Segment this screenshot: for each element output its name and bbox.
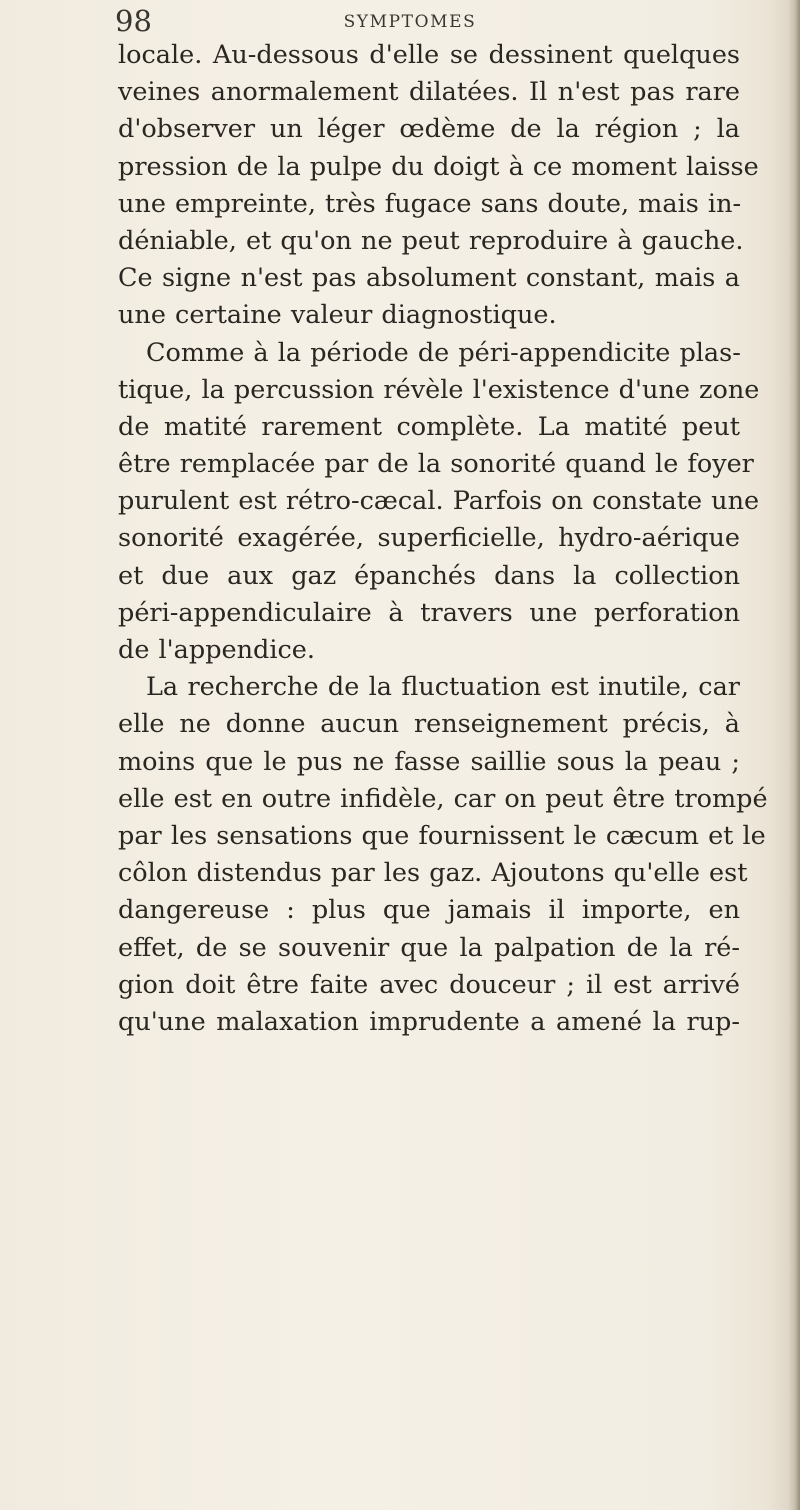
paragraph-start-line: Comme à la période de péri-appendicite plas- <box>146 337 741 368</box>
text-line: et due aux gaz épanchés dans la collection <box>118 560 740 591</box>
text-line: gion doit être faite avec douceur ; il est arrivé <box>118 969 740 1000</box>
text-line: par les sensations que fournissent le cæcum et le <box>118 820 766 851</box>
text-line: sonorité exagérée, superficielle, hydro-aérique <box>118 523 740 554</box>
text-line: dangereuse : plus que jamais il importe, en <box>118 895 740 926</box>
text-line: moins que le pus ne fasse saillie sous la peau ; <box>118 746 740 777</box>
text-line: veines anormalement dilatées. Il n'est pas rare <box>118 77 740 108</box>
text-line: une empreinte, très fugace sans doute, mais in- <box>118 188 742 219</box>
paragraph-start-line: La recherche de la fluctuation est inutile, car <box>146 672 740 703</box>
text-line: péri-appendiculaire à travers une perforation <box>118 597 740 628</box>
text-line: tique, la percussion révèle l'existence d'une zone <box>118 374 760 405</box>
text-line: effet, de se souvenir que la palpation de la ré- <box>118 932 740 963</box>
text-line: de matité rarement complète. La matité peut <box>118 411 740 442</box>
text-line: être remplacée par de la sonorité quand le foyer <box>118 449 754 480</box>
text-line: Ce signe n'est pas absolument constant, mais a <box>118 263 740 294</box>
text-line: une certaine valeur diagnostique. <box>118 300 557 331</box>
text-line: de l'appendice. <box>118 635 316 665</box>
text-line: elle est en outre infidèle, car on peut être trompé <box>118 783 768 814</box>
text-line: côlon distendus par les gaz. Ajoutons qu'elle est <box>118 858 748 889</box>
text-line: locale. Au-dessous d'elle se dessinent quelques <box>118 40 740 70</box>
text-line: purulent est rétro-cæcal. Parfois on constate une <box>118 486 760 517</box>
page-edge-shadow <box>788 0 800 1510</box>
text-line: déniable, et qu'on ne peut reproduire à gauche. <box>118 225 744 256</box>
page-number: 98 <box>115 4 152 38</box>
running-head: SYMPTOMES <box>343 12 477 32</box>
text-line: elle ne donne aucun renseignement précis, à <box>118 709 740 740</box>
text-line: pression de la pulpe du doigt à ce moment laisse <box>118 151 759 182</box>
text-line: d'observer un léger œdème de la région ; la <box>118 114 740 145</box>
text-line: qu'une malaxation imprudente a amené la rup- <box>118 1006 740 1037</box>
body-text <box>118 37 768 1041</box>
